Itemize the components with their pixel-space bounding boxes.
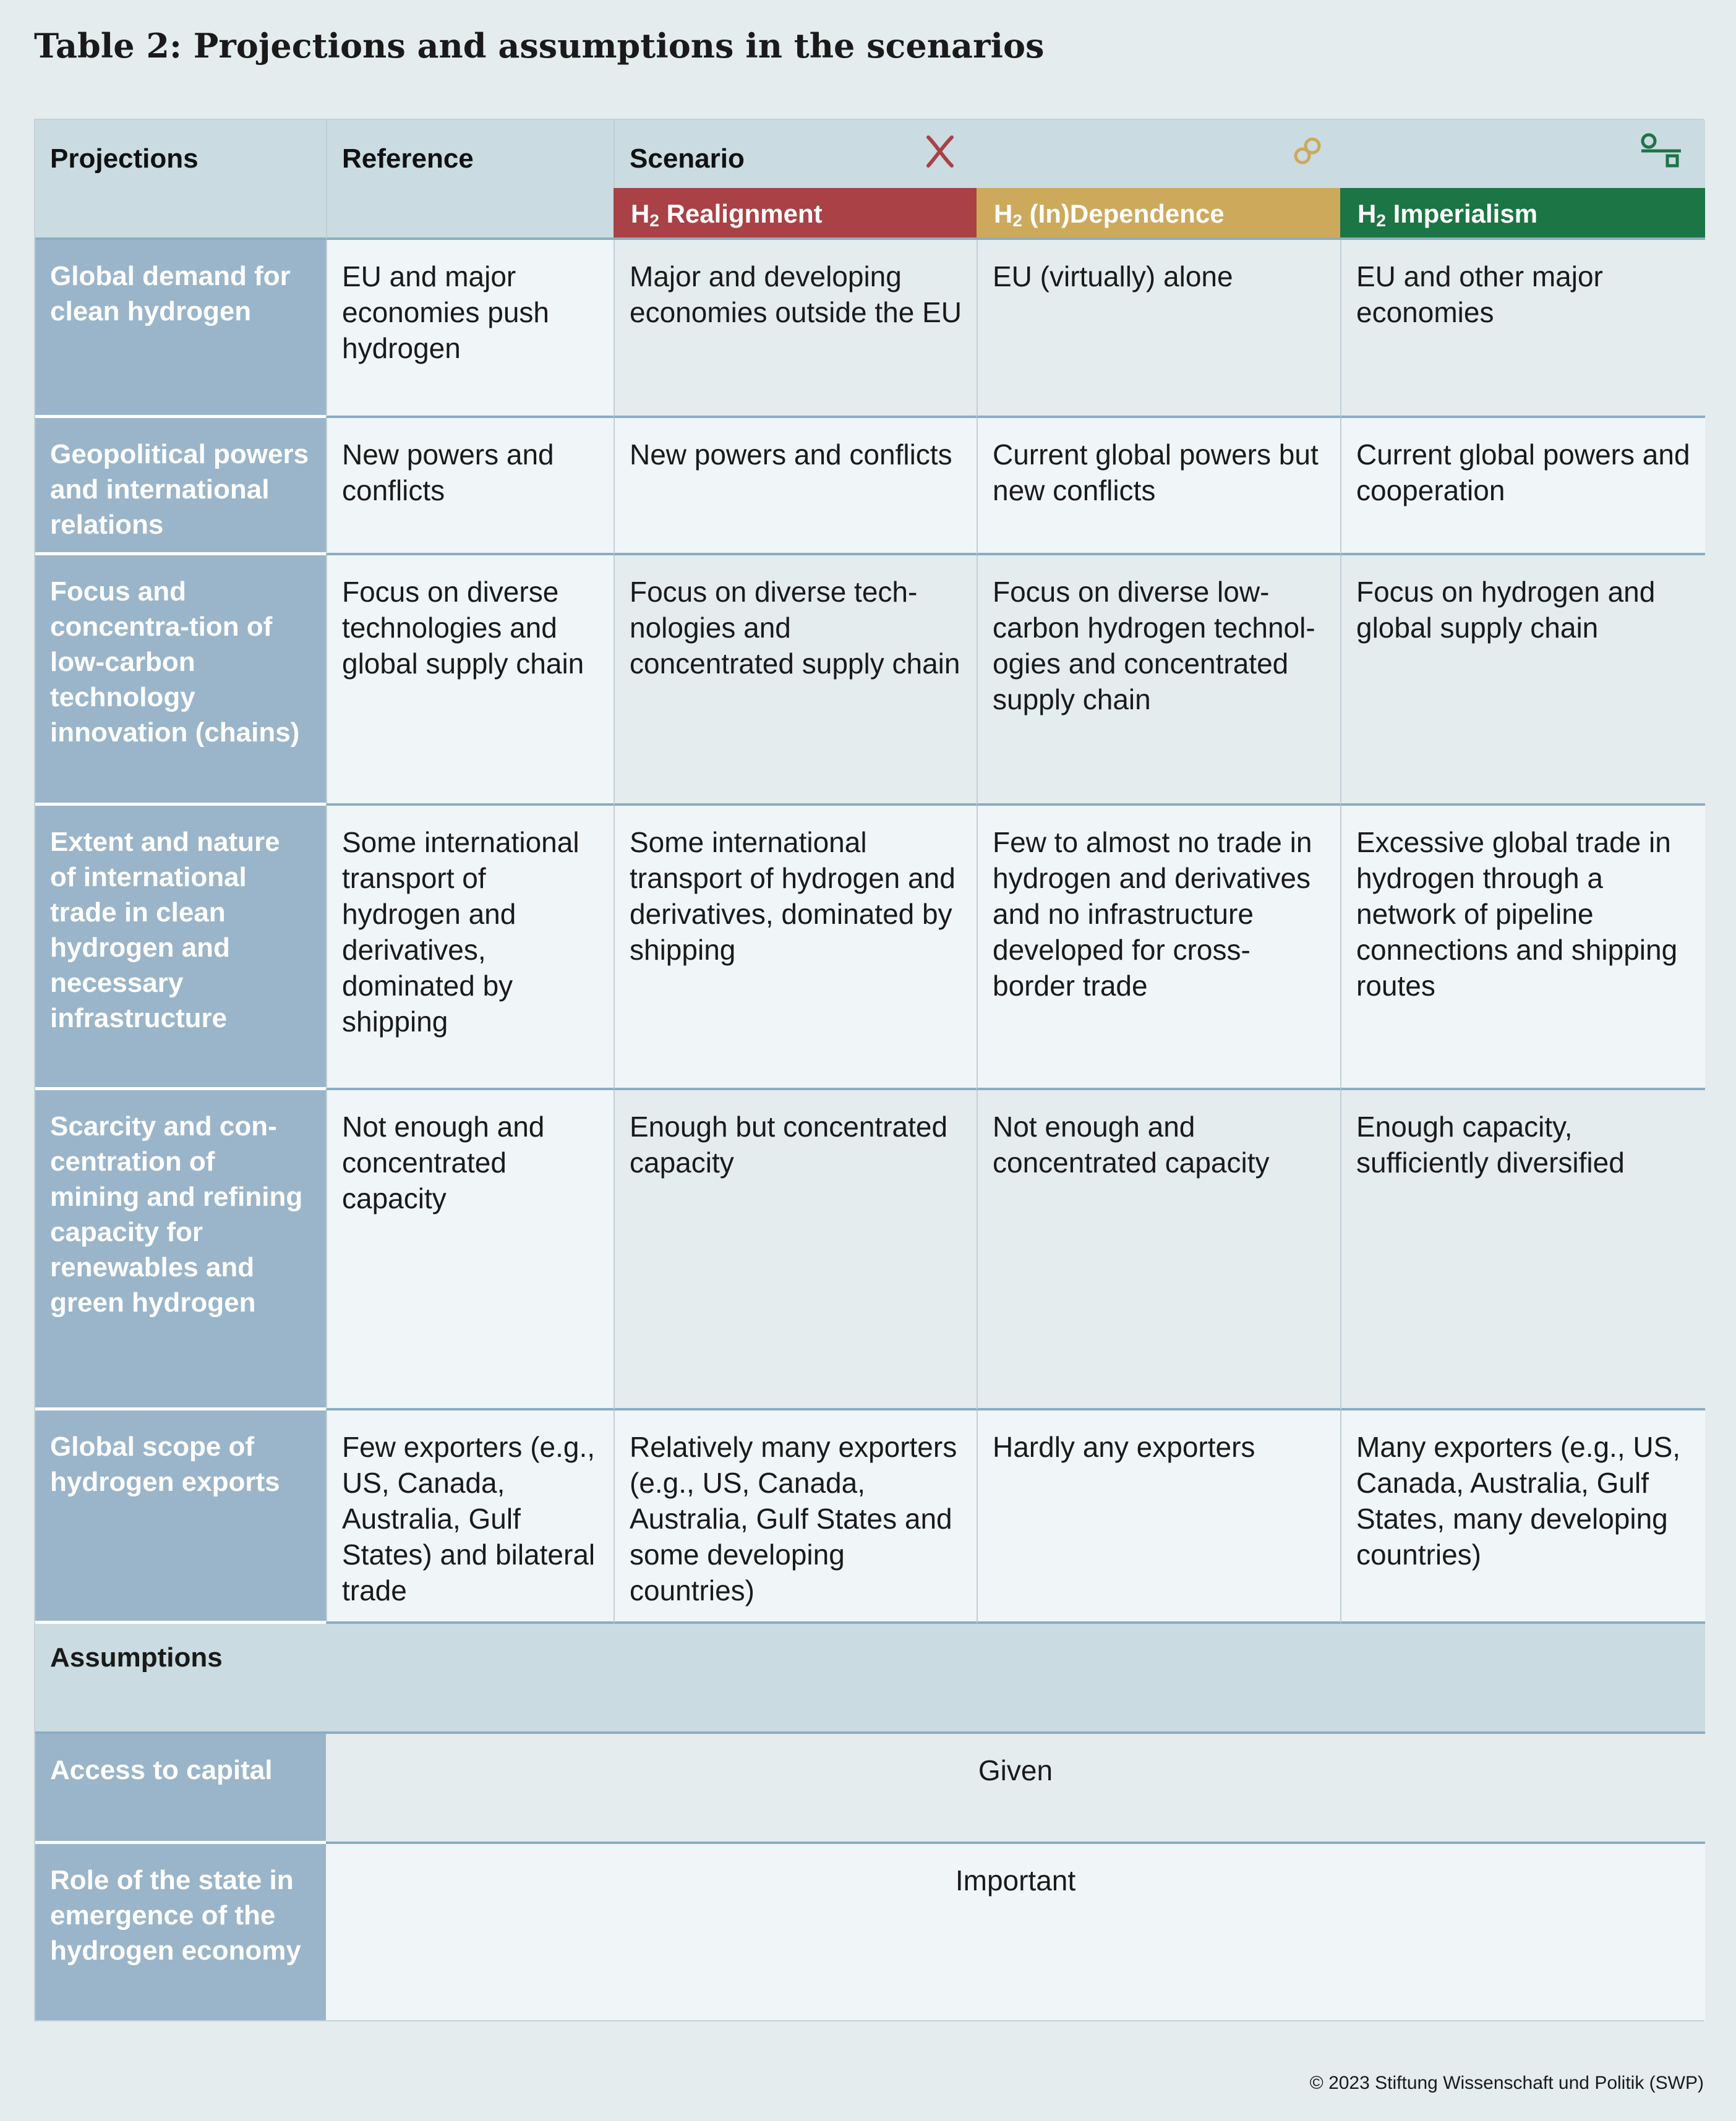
cell-reference: EU and major economies push hydrogen bbox=[326, 240, 614, 418]
header-scenario bbox=[614, 120, 1705, 188]
cell-reference: Not enough and concentrated capacity bbox=[326, 1090, 614, 1410]
page-title: Table 2: Projections and assumptions in the scenarios bbox=[34, 26, 1045, 66]
header-scenario-label: Scenario bbox=[630, 143, 745, 174]
assumptions-heading: Assumptions bbox=[35, 1624, 1705, 1734]
circle-square-icon bbox=[1639, 132, 1683, 172]
cell-imperialism: Current global powers and cooperation bbox=[1340, 418, 1705, 555]
row-label: Extent and nature of international trade in clean hydrogen and necessary infrastructure bbox=[35, 806, 326, 1090]
cell-realignment: Major and developing economies outside the EU bbox=[614, 240, 977, 418]
assumption-value: Important bbox=[326, 1844, 1705, 2020]
cell-reference: Focus on diverse technologies and global supply chain bbox=[326, 555, 614, 806]
scenario-band-realignment: $H_2$ Realignment bbox=[614, 188, 977, 240]
cross-icon bbox=[921, 132, 958, 169]
cell-realignment: New powers and conflicts bbox=[614, 418, 977, 555]
assumption-value: Given bbox=[326, 1734, 1705, 1844]
header-projections: Projections bbox=[35, 120, 326, 240]
cell-independence: Few to almost no trade in hydrogen and derivatives and no infrastructure developed for cross-border trade bbox=[977, 806, 1340, 1090]
cell-reference: New powers and conflicts bbox=[326, 418, 614, 555]
row-label: Scarcity and con-centration of mining and refining capacity for renewables and green hydrogen bbox=[35, 1090, 326, 1410]
chain-link-icon bbox=[1289, 132, 1326, 169]
cell-imperialism: Many exporters (e.g., US, Canada, Australia, Gulf States, many developing countries) bbox=[1340, 1410, 1705, 1624]
cell-independence: Current global powers but new conflicts bbox=[977, 418, 1340, 555]
cell-realignment: Some international transport of hydrogen and derivatives, dominated by shipping bbox=[614, 806, 977, 1090]
cell-independence: EU (virtually) alone bbox=[977, 240, 1340, 418]
scenario-band-independence: $H_2$ (In)Dependence bbox=[977, 188, 1340, 240]
cell-independence: Focus on diverse low-carbon hydrogen technol-ogies and concentrated supply chain bbox=[977, 555, 1340, 806]
cell-imperialism: EU and other major economies bbox=[1340, 240, 1705, 418]
cell-reference: Few exporters (e.g., US, Canada, Australia, Gulf States) and bilateral trade bbox=[326, 1410, 614, 1624]
cell-realignment: Relatively many exporters (e.g., US, Canada, Australia, Gulf States and some developing countries) bbox=[614, 1410, 977, 1624]
header-reference: Reference bbox=[326, 120, 614, 240]
cell-reference: Some international transport of hydrogen and derivatives, dominated by shipping bbox=[326, 806, 614, 1090]
copyright-footer: © 2023 Stiftung Wissenschaft und Politik (SWP) bbox=[1309, 2073, 1704, 2093]
scenario-band-imperialism: $H_2$ Imperialism bbox=[1340, 188, 1705, 240]
cell-independence: Hardly any exporters bbox=[977, 1410, 1340, 1624]
cell-imperialism: Excessive global trade in hydrogen through a network of pipeline connections and shipping routes bbox=[1340, 806, 1705, 1090]
row-label: Role of the state in emergence of the hydrogen economy bbox=[35, 1844, 326, 2020]
cell-realignment: Focus on diverse tech-nologies and concentrated supply chain bbox=[614, 555, 977, 806]
row-label: Global scope of hydrogen exports bbox=[35, 1410, 326, 1624]
scenario-table bbox=[34, 119, 1704, 2021]
row-label: Global demand for clean hydrogen bbox=[35, 240, 326, 418]
row-label: Focus and concentra-tion of low-carbon technology innovation (chains) bbox=[35, 555, 326, 806]
row-label: Access to capital bbox=[35, 1734, 326, 1844]
cell-independence: Not enough and concentrated capacity bbox=[977, 1090, 1340, 1410]
row-label: Geopolitical powers and international relations bbox=[35, 418, 326, 555]
cell-imperialism: Enough capacity, sufficiently diversified bbox=[1340, 1090, 1705, 1410]
cell-realignment: Enough but concentrated capacity bbox=[614, 1090, 977, 1410]
cell-imperialism: Focus on hydrogen and global supply chain bbox=[1340, 555, 1705, 806]
